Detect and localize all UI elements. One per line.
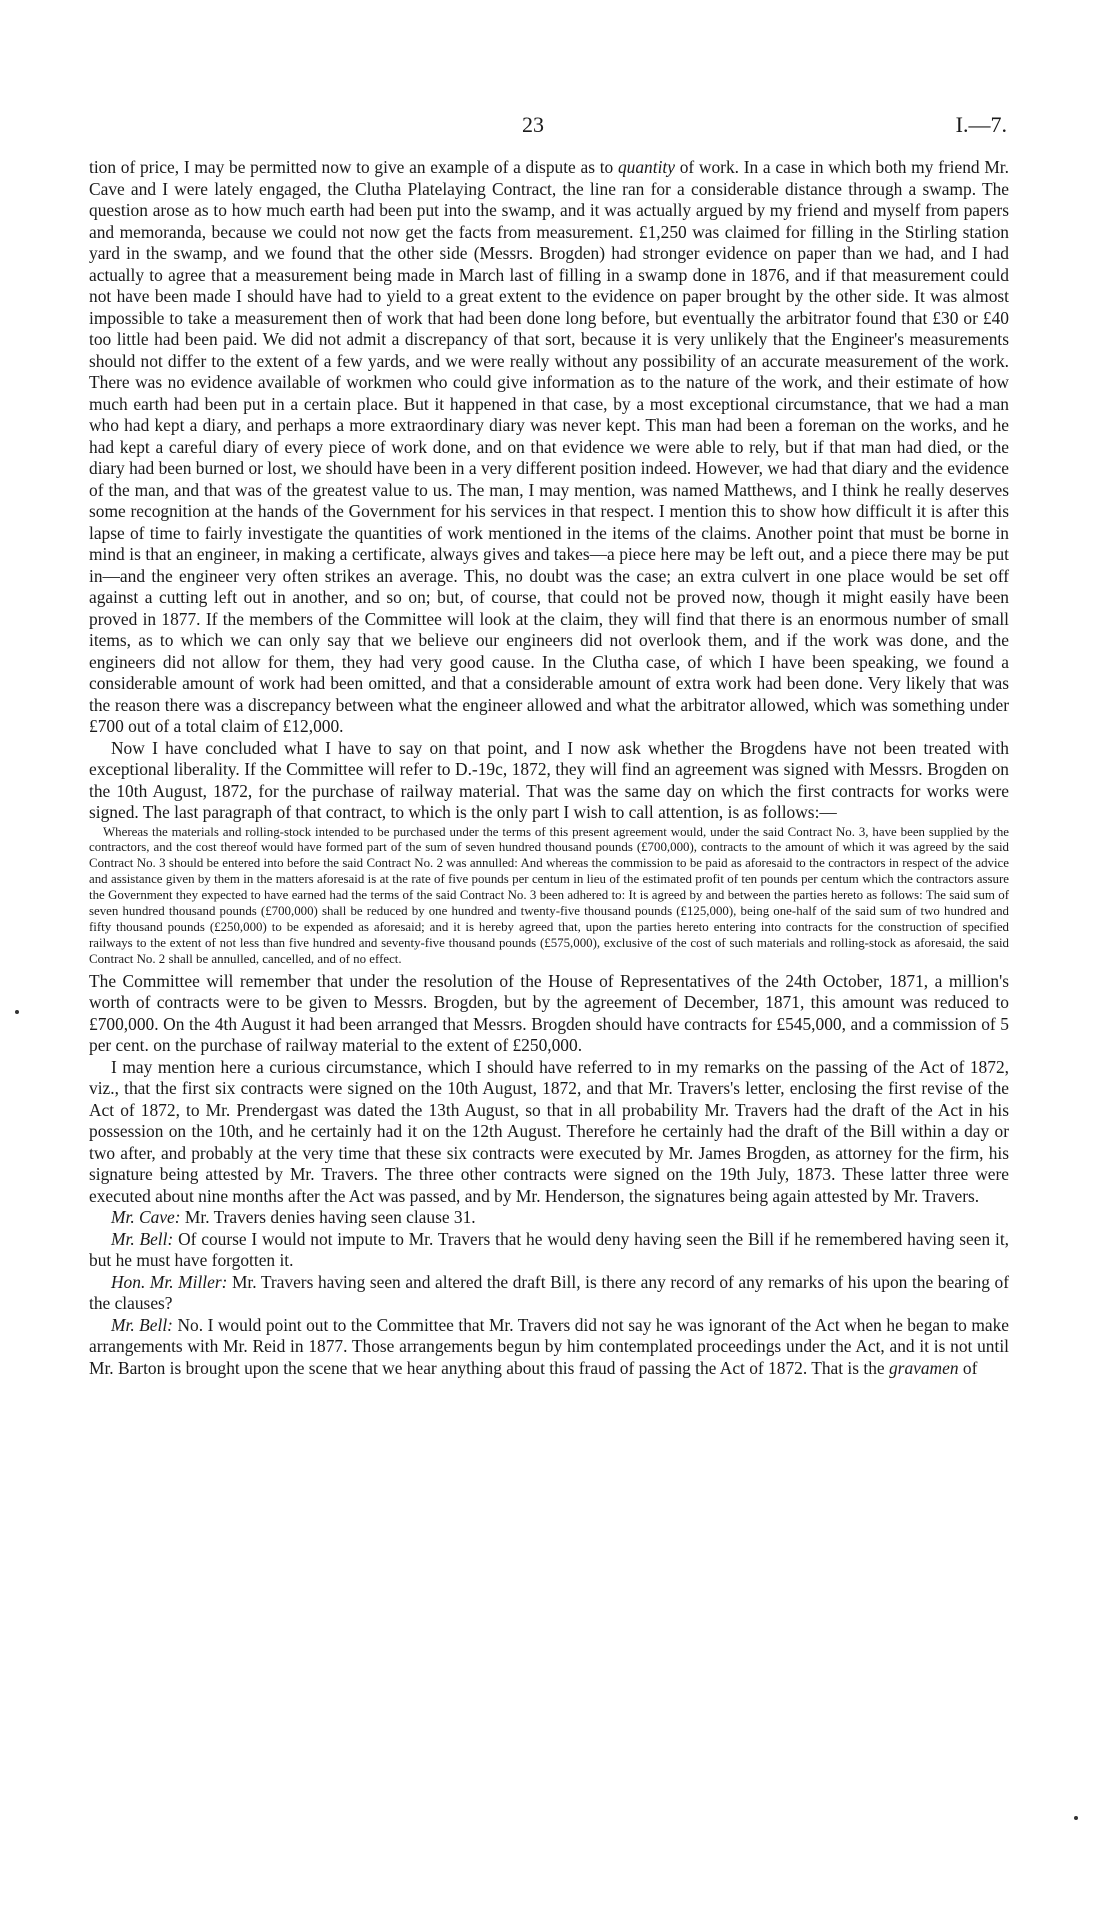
margin-mark xyxy=(1074,1816,1078,1820)
speaker-name: Mr. Bell: xyxy=(111,1228,174,1249)
text-segment-italic: gravamen xyxy=(888,1357,959,1378)
text-segment: Mr. Travers denies having seen clause 31. xyxy=(180,1207,476,1228)
text-segment: The Committee will remember that under the resolution of the House of Representatives of the 24th October, 1871, a million's worth of contracts were to be given to Messrs. Brogden, but by the agreement of December, 1871, this amount was reduced to £700,000. On the 4th August it had been arranged that Messrs. Brogden should have contracts for £545,000, and a commission of 5 per cent. on the purchase of railway material to the extent of £250,000. xyxy=(89,970,1009,1056)
paragraph-continuation xyxy=(89,157,1009,738)
text-segment: tion of price, I may be permitted now to give an example of a dispute as to xyxy=(89,157,618,177)
text-segment: I may mention here a curious circumstance, which I should have referred to in my remarks on the passing of the Act of 1872, viz., that the first six contracts were signed on the 10th August, 1872, and that Mr. Travers's letter, enclosing the first revise of the Act of 1872, to Mr. Prendergast was dated the 13th August, so that in all probability Mr. Travers had the draft of the Act in his possession on the 10th, and he certainly had it on the 12th August. Therefore he certainly had the draft of the Bill within a day or two after, and probably at the very time that these six contracts were executed by Mr. James Brogden, as attorney for the firm, his signature being attested by Mr. Travers. The three other contracts were signed on the 19th July, 1873. These latter three were executed about nine months after the Act was passed, and by Mr. Henderson, the signatures being again attested by Mr. Travers. xyxy=(89,1056,1009,1206)
text-segment: of xyxy=(958,1357,978,1378)
paragraph xyxy=(89,738,1009,824)
text-segment: Whereas the materials and rolling-stock intended to be purchased under the terms of this present agreement would, under the said Contract No. 3, have been supplied by the contractors, and the cost thereof would have formed part of the sum of seven hundred thousand pounds (£700,000), contracts to the amount of which it was agreed by the said Contract No. 3 should be entered into before the said Contract No. 2 was annulled: And whereas the commission to be paid as aforesaid to the contractors in respect of the advice and assistance given by them in the matters aforesaid is at the rate of five pounds per centum in lieu of the estimated profit of ten pounds per centum which the contractors assure the Government they expected to have earned had the terms of the said Contract No. 3 been adhered to: It is agreed by and between the parties hereto as follows: The said sum of seven hundred thousand pounds (£700,000) shall be reduced by one hundred and twenty-five thousand pounds (£125,000), being one-half of the said sum of two hundred and fifty thousand pounds (£250,000) to be expended as aforesaid; and it is hereby agreed that, upon the parties hereto entering into contracts for the construction of specified railways to the extent of not less than five hundred and seventy-five thousand pounds (£575,000), exclusive of the cost of such materials and rolling-stock as aforesaid, the said Contract No. 2 shall be annulled, cancelled, and of no effect. xyxy=(89,824,1009,966)
speaker-name: Mr. Cave: xyxy=(111,1207,181,1228)
page-number: 23 xyxy=(522,112,544,137)
document-reference: I.—7. xyxy=(955,112,1007,137)
text-segment: of work. In a case in which both my friend Mr. Cave and I were lately engaged, the Clutha Platelaying Contract, the line ran for a considerable distance through a swamp. The question arose as to how much earth had been put into the swamp, and it was actually argued by my friend and myself from papers and memoranda, because we could not now get the facts from measurement. £1,250 was claimed for filling in the Stirling station yard in the swamp, and we found that the other side (Messrs. Brogden) had stronger evidence on paper than we had, and I had actually to agree that a measurement being made in March last of filling in a swamp done in 1876, and if that measurement could not have been made I should have had to yield to a great extent to the evidence on paper brought by the other side. It was almost impossible to take a measurement then of work that had been done long before, but eventually the arbitrator found that £30 or £40 too little had been paid. We did not admit a discrepancy of that sort, because it is very unlikely that the Engineer's measurements should not differ to the extent of a few yards, and we were really without any possibility of an accurate measurement of the work. There was no evidence available of workmen who could give information as to the nature of the work, and their estimate of how much earth had been put in a certain place. But it happened in that case, by a most exceptional circumstance, that we had a man who had kept a diary, and perhaps a more extraordinary diary was never kept. This man had been a foreman on the works, and he had kept a careful diary of every piece of work done, and on that evidence we were able to rely, but if that man had died, or the diary had been burned or lost, we should have been in a very different position indeed. However, we had that diary and the evidence of the man, and that was of the greatest value to us. The man, I may mention, was named Matthews, and I think he really deserves some recognition at the hands of the Government for his services in that respect. I mention this to show how difficult it is after this lapse of time to fairly investigate the quantities of work mentioned in the items of the claims. Another point that must be borne in mind is that an engineer, in making a certificate, always gives and takes—a piece here may be left out, and a piece there may be put in—and the engineer very often strikes an average. This, no doubt was the case; an extra culvert in one place would be set off against a cutting left out in another, and so on; but, of course, that could not be proved now, though it might easily have been proved in 1877. If the members of the Committee will look at the claim, they will find that there is an enormous number of small items, as to which we can only say that we believe our engineers did not overlook them, and if the work was done, and the engineers did not allow for them, they had very good cause. In the Clutha case, of which I have been speaking, we found a considerable amount of work had been omitted, and that a considerable amount of extra work had been done. Very likely that was the reason there was a discrepancy between what the engineer allowed and what the arbitrator allowed, which was something under £700 out of a total claim of £12,000. xyxy=(89,157,1009,736)
margin-mark xyxy=(15,1010,19,1014)
dialogue-line xyxy=(89,1272,1009,1315)
quoted-contract-clause xyxy=(89,825,1009,968)
text-segment: Mr. Travers having seen and altered the draft Bill, is there any record of any remarks of his upon the bearing of the clauses? xyxy=(89,1271,1009,1314)
speaker-name: Hon. Mr. Miller: xyxy=(111,1271,228,1292)
text-segment-italic: quantity xyxy=(617,157,675,177)
paragraph xyxy=(89,971,1009,1057)
dialogue-line xyxy=(89,1229,1009,1272)
dialogue-line xyxy=(89,1315,1009,1380)
text-segment: No. I would point out to the Committee that Mr. Travers did not say he was ignorant of the Act when he began to make arrangements with Mr. Reid in 1877. Those arrangements begun by him contemplated proceedings under the Act, and it is not until Mr. Barton is brought upon the scene that we hear anything about this fraud of passing the Act of 1872. That is the xyxy=(89,1314,1010,1378)
speaker-name: Mr. Bell: xyxy=(111,1314,173,1335)
text-segment: Now I have concluded what I have to say on that point, and I now ask whether the Brogdens have not been treated with exceptional liberality. If the Committee will refer to D.-19c, 1872, they will find an agreement was signed with Messrs. Brogden on the 10th August, 1872, for the purchase of railway material. That was the same day on which the first contracts for works were signed. The last paragraph of that contract, to which is the only part I wish to call attention, is as follows:— xyxy=(89,737,1009,822)
text-segment: Of course I would not impute to Mr. Travers that he would deny having seen the Bill if he remembered having seen it, but he must have forgotten it. xyxy=(89,1228,1009,1271)
page-header xyxy=(0,112,1114,146)
dialogue-line xyxy=(89,1207,1009,1229)
body-text xyxy=(89,157,1009,1379)
paragraph xyxy=(89,1057,1009,1208)
